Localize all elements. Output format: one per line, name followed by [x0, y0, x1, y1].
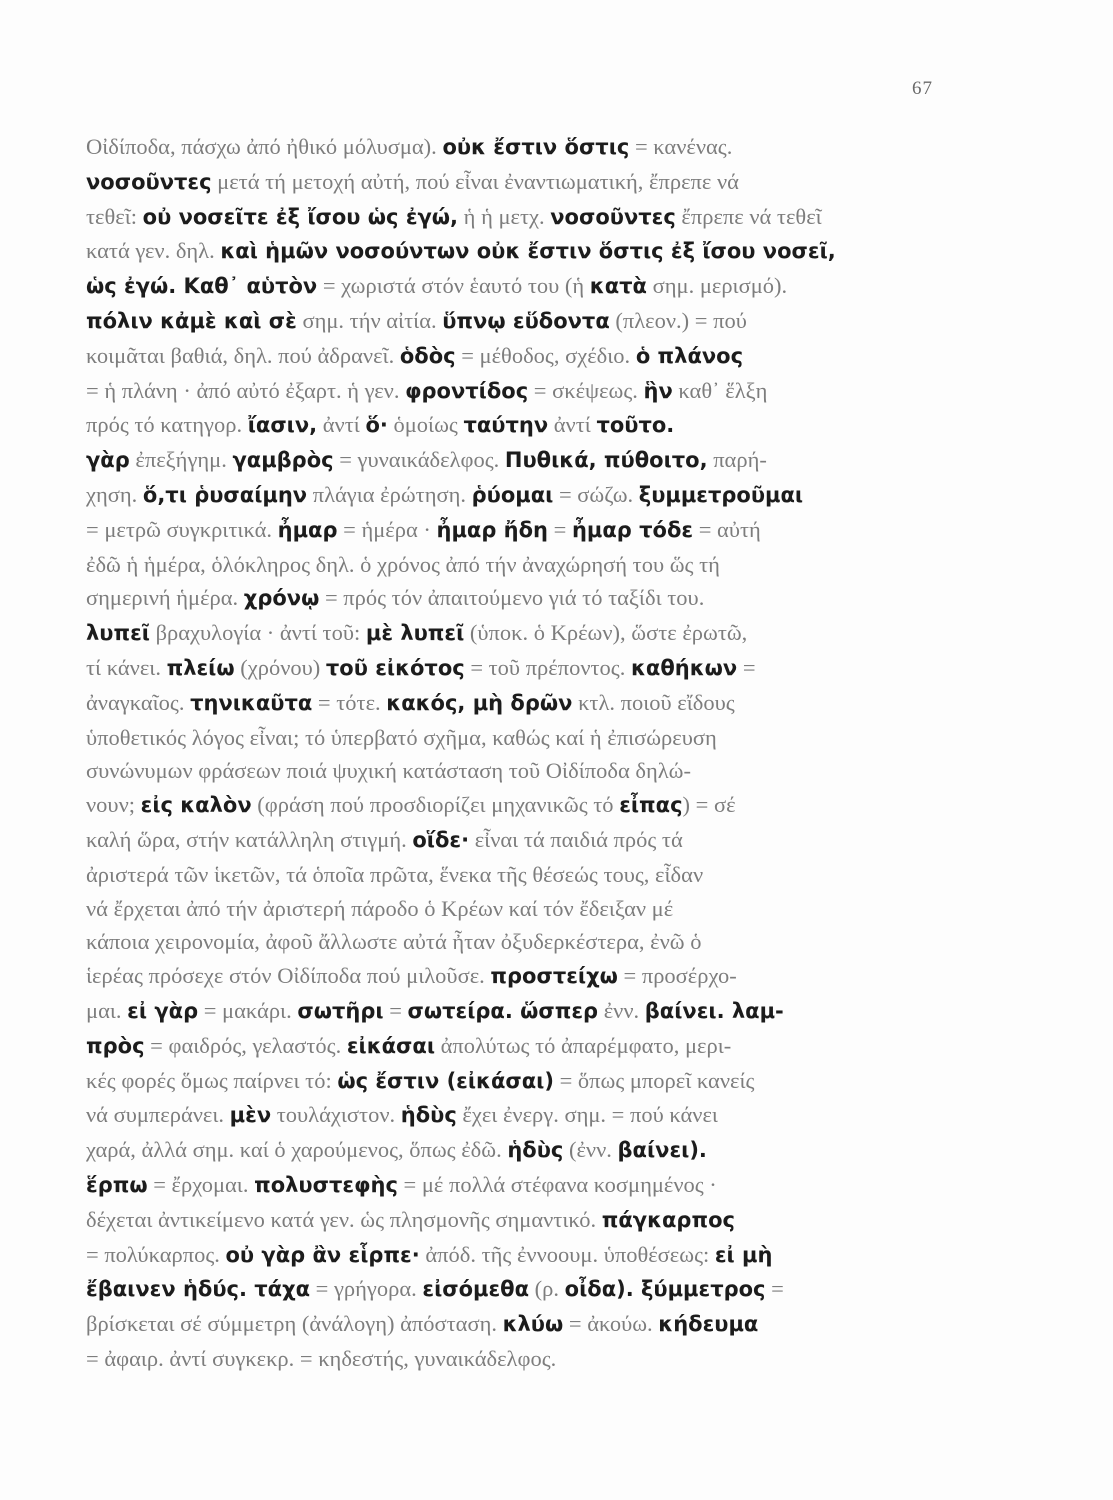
keyword: οὐ νοσεῖτε ἐξ ἴσου ὡς ἐγώ, — [142, 204, 459, 229]
gloss-text: κάποια χειρονομία, ἀφοῦ ἄλλωστε αὐτά ἦταν ὀξυδερκέστερα, ἐνῶ ὁ — [86, 929, 702, 955]
keyword: ξυμμετροῦμαι — [638, 482, 804, 507]
gloss-text: ἀριστερά τῶν ἱκετῶν, τά ὁποῖα πρῶτα, ἕνεκα τῆς θέσεώς τους, εἶδαν — [86, 861, 704, 887]
gloss-text: (ρ. — [529, 1276, 565, 1302]
gloss-text: κοιμᾶται βαθιά, δηλ. πού ἀδρανεῖ. — [86, 342, 400, 368]
keyword: βαίνει. λαμ- — [644, 998, 784, 1023]
keyword: βαίνει). — [617, 1138, 707, 1163]
keyword: ὕπνῳ εὕδοντα — [442, 308, 610, 333]
keyword: ὡς ἔστιν (εἰκάσαι) — [337, 1068, 554, 1093]
keyword: εἰς καλὸν — [140, 793, 252, 818]
text-line — [86, 823, 942, 858]
keyword: γὰρ — [86, 448, 130, 473]
text-line — [86, 616, 942, 651]
keyword: ἔβαινεν ἡδύς. τάχα — [86, 1277, 311, 1302]
text-line — [86, 548, 942, 582]
keyword: ἡδὺς — [507, 1138, 564, 1163]
text-line — [86, 374, 942, 409]
gloss-text: = κανένας. — [629, 134, 733, 159]
keyword: ταύτην — [463, 413, 549, 438]
text-line — [86, 408, 942, 443]
keyword: ἡδὺς — [400, 1103, 457, 1128]
keyword: κατὰ — [589, 274, 647, 299]
gloss-text: = αὐτή — [693, 516, 761, 542]
gloss-text: τεθεῖ: — [86, 203, 143, 229]
gloss-text: = γυναικάδελφος. — [333, 447, 505, 473]
keyword: οὐ γὰρ ἂν εἷρπε· — [225, 1242, 420, 1267]
text-line — [86, 994, 942, 1029]
text-line — [86, 754, 942, 788]
gloss-text: βραχυλογία · ἀντί τοῦ: — [149, 620, 366, 646]
gloss-text: ἡ ἡ μετχ. — [458, 203, 551, 229]
gloss-text: ἐδῶ ἡ ἡμέρα, ὁλόκληρος δηλ. ὁ χρόνος ἀπό τήν ἀναχώρησή του ὥς τή — [86, 551, 720, 577]
text-line — [86, 1342, 942, 1376]
keyword: ἴασιν, — [247, 413, 318, 438]
text-line — [86, 1238, 942, 1273]
gloss-text: ἀπόδ. τῆς ἐννοουμ. ὑποθέσεως: — [419, 1241, 715, 1267]
keyword: ὁδὸς — [399, 343, 456, 368]
gloss-text: βρίσκεται σέ σύμμετρη (ἀνάλογη) ἀπόσταση. — [86, 1311, 503, 1337]
gloss-text: (χρόνου) — [234, 654, 326, 680]
gloss-text: = ἔρχομαι. — [147, 1171, 255, 1197]
keyword: πρὸς — [86, 1033, 145, 1058]
gloss-text: εἶναι τά παιδιά πρός τά — [469, 826, 683, 852]
text-line — [86, 721, 942, 755]
gloss-text: ἔχει ἐνεργ. σημ. = πού κάνει — [456, 1102, 718, 1128]
keyword: τοῦ εἰκότος — [325, 655, 465, 680]
text-line — [86, 304, 942, 339]
keyword: κήδευμα — [658, 1312, 759, 1337]
gloss-text: = ὅπως μπορεῖ κανείς — [553, 1067, 755, 1093]
keyword: εἶπας — [619, 793, 683, 818]
gloss-text: = — [548, 516, 572, 542]
keyword: τοῦτο. — [596, 413, 675, 438]
gloss-text: Οἰδίποδα, πάσχω ἀπό ἠθικό μόλυσμα). — [86, 134, 443, 159]
keyword: τηνικαῦτα — [190, 690, 313, 715]
gloss-text: τί κάνει. — [86, 654, 167, 680]
keyword: ῥύομαι — [471, 482, 554, 507]
gloss-text: = μέθοδος, σχέδιο. — [455, 342, 636, 368]
gloss-text: = φαιδρός, γελαστός. — [144, 1032, 347, 1058]
keyword: χρόνῳ — [243, 586, 320, 611]
gloss-text: ἀναγκαῖος. — [86, 689, 191, 715]
gloss-text: παρή- — [707, 447, 767, 473]
keyword: λυπεῖ — [86, 621, 150, 646]
page-number: 67 — [912, 78, 933, 99]
gloss-text: = χωριστά στόν ἑαυτό του (ἡ — [317, 273, 590, 299]
text-line — [86, 1168, 942, 1203]
gloss-text: ἀπολύτως τό ἀπαρέμφατο, μερι- — [435, 1032, 732, 1058]
gloss-text: ) = σέ — [682, 792, 736, 818]
gloss-text: συνώνυμων φράσεων ποιά ψυχική κατάσταση τοῦ Οἰδίποδα δηλώ- — [86, 758, 691, 784]
gloss-text: ἱερέας πρόσεχε στόν Οἰδίποδα πού μιλοῦσε. — [86, 963, 491, 989]
text-line — [86, 339, 942, 374]
text-line — [86, 443, 942, 478]
keyword: ἦμαρ τόδε — [571, 517, 694, 542]
keyword: Πυθικά, πύθοιτο, — [504, 448, 708, 473]
text-line — [86, 788, 942, 823]
gloss-text: μετά τή μετοχή αὐτή, πού εἶναι ἐναντιωματική, ἔπρεπε νά — [211, 168, 739, 194]
gloss-text: = τότε. — [312, 689, 387, 715]
keyword: κακός, μὴ δρῶν — [386, 690, 573, 715]
text-line — [86, 1064, 942, 1099]
text-line — [86, 1133, 942, 1168]
keyword: ἦμαρ ἤδη — [436, 517, 549, 542]
keyword: καθήκων — [630, 655, 738, 680]
gloss-text: = ἀκούω. — [563, 1311, 659, 1337]
text-line — [86, 234, 942, 269]
gloss-text: = προσέρχο- — [617, 963, 737, 989]
gloss-text: = — [737, 654, 756, 680]
gloss-text: κατά γεν. δηλ. — [86, 238, 221, 264]
gloss-text: ἐπεξήγημ. — [129, 447, 233, 473]
gloss-text: πρός τό κατηγορ. — [86, 412, 248, 438]
keyword: φροντίδος — [405, 378, 529, 403]
gloss-text: δέχεται ἀντικείμενο κατά γεν. ὡς πλησμονῆς σημαντικό. — [86, 1206, 602, 1232]
gloss-text: (πλεον.) = πού — [609, 307, 747, 333]
gloss-text: τουλάχιστον. — [271, 1102, 401, 1128]
gloss-text: πλάγια ἐρώτηση. — [307, 481, 472, 507]
keyword: ὅ,τι ῥυσαίμην — [142, 482, 308, 507]
gloss-text: σημερινή ἡμέρα. — [86, 585, 244, 611]
gloss-text: κτλ. ποιοῦ εἴδους — [572, 689, 735, 715]
keyword: οἵδε· — [412, 827, 470, 852]
gloss-text: = μακάρι. — [198, 997, 298, 1023]
gloss-text: ὑποθετικός λόγος εἶναι; τό ὑπερβατό σχῆμα, καθώς καί ἡ ἐπισώρευση — [86, 724, 717, 750]
gloss-text: χηση. — [86, 481, 143, 507]
text-line — [86, 651, 942, 686]
keyword: ἣν — [643, 378, 673, 403]
keyword: πλείω — [166, 655, 235, 680]
keyword: εἰκάσαι — [346, 1033, 436, 1058]
text-line — [86, 1098, 942, 1133]
gloss-text: νουν; — [86, 792, 141, 818]
gloss-text: νά ἔρχεται ἀπό τήν ἀριστερή πάροδο ὁ Κρέων καί τόν ἔδειξαν μέ — [86, 895, 674, 921]
text-line — [86, 1307, 942, 1342]
gloss-text: = ἡμέρα · — [337, 516, 437, 542]
gloss-text: ὁμοίως — [387, 412, 464, 438]
gloss-text: = τοῦ πρέποντος. — [464, 654, 631, 680]
text-line — [86, 686, 942, 721]
keyword: ἦμαρ — [277, 517, 338, 542]
text-line — [86, 1203, 942, 1238]
keyword: σωτῆρι — [297, 998, 384, 1023]
gloss-text: = ἡ πλάνη · ἀπό αὐτό ἐξαρτ. ἡ γεν. — [86, 377, 406, 403]
gloss-text: χαρά, ἀλλά σημ. καί ὁ χαρούμενος, ὅπως ἐδῶ. — [86, 1137, 508, 1163]
keyword: σωτείρα. ὥσπερ — [407, 998, 599, 1023]
keyword: μὲ λυπεῖ — [365, 621, 465, 646]
keyword: ὡς ἐγώ. Καθ᾽ αὑτὸν — [86, 274, 318, 299]
keyword: μὲν — [229, 1103, 272, 1128]
text-line — [86, 858, 942, 892]
commentary-text — [86, 130, 942, 1376]
gloss-text: (ὑποκ. ὁ Κρέων), ὥστε ἐρωτῶ, — [464, 620, 748, 646]
gloss-text: = μετρῶ συγκριτικά. — [86, 516, 278, 542]
keyword: πολυστεφὴς — [254, 1172, 398, 1197]
keyword: νοσοῦντες — [550, 204, 676, 229]
gloss-text: σημ. τήν αἰτία. — [296, 307, 443, 333]
keyword: εἰσόμεθα — [422, 1277, 530, 1302]
text-line — [86, 1029, 942, 1064]
text-line — [86, 892, 942, 926]
text-line — [86, 165, 942, 200]
gloss-text: καθ᾽ ἕλξη — [672, 377, 768, 403]
gloss-text: σημ. μερισμό). — [646, 273, 788, 299]
text-line — [86, 200, 942, 235]
text-line — [86, 130, 942, 165]
gloss-text: (φράση πού προσδιορίζει μηχανικῶς τό — [251, 792, 620, 818]
gloss-text: (ἐνν. — [563, 1137, 618, 1163]
gloss-text: = σκέψεως. — [528, 377, 644, 403]
gloss-text: καλή ὥρα, στήν κατάλληλη στιγμή. — [86, 826, 413, 852]
gloss-text: = γρήγορα. — [310, 1276, 423, 1302]
keyword: ἕρπω — [86, 1172, 148, 1197]
keyword: κλύω — [502, 1312, 564, 1337]
gloss-text: = ἀφαιρ. ἀντί συγκεκρ. = κηδεστής, γυναικάδελφος. — [86, 1345, 557, 1371]
gloss-text: ἀντί — [548, 412, 597, 438]
text-line — [86, 269, 942, 304]
text-line — [86, 581, 942, 616]
keyword: ὁ πλάνος — [635, 343, 744, 368]
gloss-text: ἀντί — [317, 412, 366, 438]
keyword: εἰ μὴ — [714, 1242, 773, 1267]
keyword: εἰ γὰρ — [127, 998, 199, 1023]
text-line — [86, 925, 942, 959]
gloss-text: ἔπρεπε νά τεθεῖ — [675, 203, 822, 229]
keyword: οὐκ ἔστιν ὅστις — [442, 135, 630, 159]
keyword: καὶ ἡμῶν νοσούντων οὐκ ἔστιν ὅστις ἐξ ἴσου νοσεῖ, — [220, 239, 836, 264]
text-line — [86, 1272, 942, 1307]
gloss-text: = μέ πολλά στέφανα κοσμημένος · — [397, 1171, 717, 1197]
gloss-text: κές φορές ὅμως παίρνει τό: — [86, 1067, 338, 1093]
keyword: νοσοῦντες — [86, 169, 212, 194]
keyword: προστείχω — [490, 964, 618, 989]
gloss-text: = σώζω. — [553, 481, 639, 507]
keyword: γαμβρὸς — [232, 448, 334, 473]
gloss-text: νά συμπεράνει. — [86, 1102, 230, 1128]
gloss-text: = — [383, 997, 408, 1023]
keyword: ὅ· — [365, 413, 388, 438]
text-line — [86, 959, 942, 994]
keyword: οἶδα). ξύμμετρος — [564, 1277, 766, 1302]
gloss-text: μαι. — [86, 997, 128, 1023]
keyword: πόλιν κἀμὲ καὶ σὲ — [86, 308, 297, 333]
gloss-text: = πολύκαρπος. — [86, 1241, 226, 1267]
gloss-text: = — [765, 1276, 784, 1302]
text-line — [86, 513, 942, 548]
keyword: πάγκαρπος — [601, 1207, 735, 1232]
text-line — [86, 478, 942, 513]
gloss-text: = πρός τόν ἀπαιτούμενο γιά τό ταξίδι του. — [319, 585, 705, 611]
gloss-text: ἐνν. — [598, 997, 645, 1023]
